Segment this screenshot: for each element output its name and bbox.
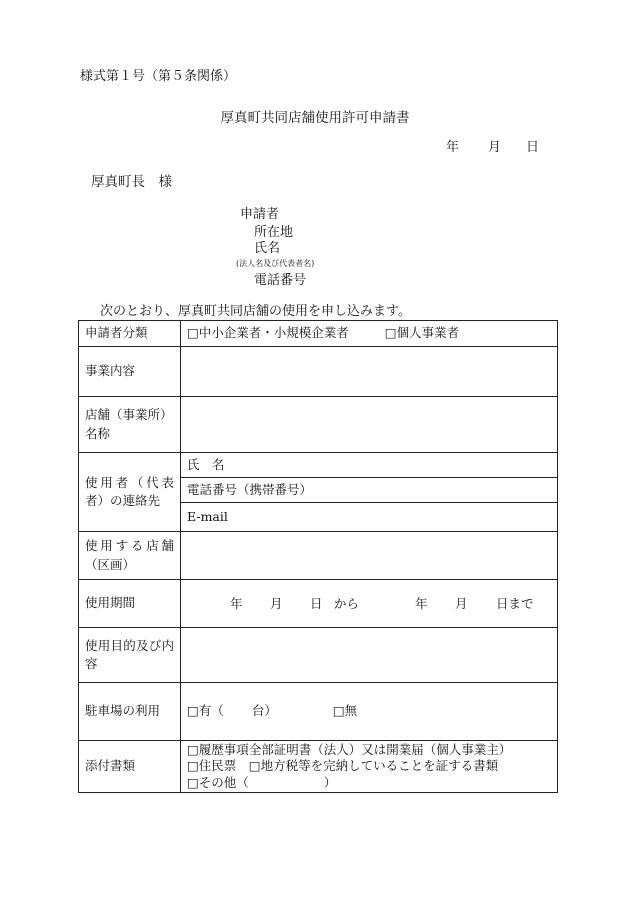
- row-store: [79, 532, 558, 580]
- store-section-field[interactable]: [181, 532, 558, 580]
- attachment-residence-tax-option[interactable]: □住民票 □地方税等を完納していることを証する書類: [187, 758, 499, 774]
- date-year-label: 年: [446, 140, 460, 155]
- attachment-registry-option[interactable]: □履歴事項全部証明書（法人）又は開業届（個人事業主）: [187, 741, 512, 757]
- form-number: 様式第１号（第５条関係）: [80, 69, 237, 84]
- usage-period-field[interactable]: [181, 580, 558, 628]
- contact-phone-field[interactable]: 電話番号（携帯番号）: [181, 478, 558, 503]
- period-end-day: 日まで: [496, 595, 534, 611]
- contact-label: 使用者（代表者）の連絡先: [79, 453, 181, 532]
- contact-name-field[interactable]: 氏 名: [181, 453, 558, 478]
- parking-yes-checkbox-option[interactable]: □有（: [187, 703, 224, 719]
- usage-purpose-field[interactable]: [181, 628, 558, 683]
- row-business: [79, 347, 558, 397]
- usage-period-label: 使用期間: [79, 580, 181, 628]
- row-parking: [79, 683, 558, 741]
- parking-units-label: 台）: [251, 703, 277, 719]
- parking-options: [181, 683, 558, 741]
- store-section-label: 使用する店舗（区画）: [79, 532, 181, 580]
- store-name-field[interactable]: [181, 397, 558, 453]
- row-store-name: [79, 397, 558, 453]
- period-end-year: 年: [415, 595, 428, 611]
- row-contact-name: [79, 453, 558, 478]
- row-attachments: [79, 741, 558, 793]
- addressee: 厚真町長 様: [91, 174, 172, 190]
- business-content-label: 事業内容: [79, 347, 181, 397]
- business-content-field[interactable]: [181, 347, 558, 397]
- period-end-month: 月: [455, 595, 468, 611]
- applicant-phone-label: 電話番号: [254, 273, 307, 288]
- attachments-options: [181, 741, 558, 793]
- applicant-category-options: [181, 321, 558, 347]
- date-month-label: 月: [488, 140, 502, 155]
- application-form-table: [78, 320, 558, 793]
- row-purpose: [79, 628, 558, 683]
- row-period: [79, 580, 558, 628]
- usage-purpose-label: 使用目的及び内容: [79, 628, 181, 683]
- sme-checkbox-option[interactable]: □中小企業者・小規模企業者: [187, 325, 349, 341]
- period-start-year: 年: [230, 595, 243, 611]
- store-name-label: 店舗（事業所）名称: [79, 397, 181, 453]
- intro-text: 次のとおり、厚真町共同店舗の使用を申し込みます。: [100, 304, 411, 319]
- applicant-name-note: (法人名及び代表者名): [236, 259, 315, 268]
- period-start-day: 日: [310, 595, 323, 611]
- parking-label: 駐車場の利用: [79, 683, 181, 741]
- applicant-name-label: 氏名: [254, 241, 281, 256]
- period-start-month: 月: [270, 595, 283, 611]
- applicant-label: 申請者: [240, 207, 280, 222]
- parking-no-checkbox-option[interactable]: □無: [332, 703, 358, 719]
- sole-proprietor-checkbox-option[interactable]: □個人事業者: [384, 325, 460, 341]
- applicant-category-label: 申請者分類: [79, 321, 181, 347]
- period-from-text: から: [334, 595, 360, 611]
- contact-email-field[interactable]: E-mail: [181, 503, 558, 532]
- attachments-label: 添付書類: [79, 741, 181, 793]
- applicant-address-label: 所在地: [254, 225, 294, 240]
- document-title: 厚真町共同店舗使用許可申請書: [220, 110, 410, 126]
- date-day-label: 日: [526, 140, 540, 155]
- attachment-other-option[interactable]: □その他（ ）: [187, 774, 337, 790]
- row-applicant-category: [79, 321, 558, 347]
